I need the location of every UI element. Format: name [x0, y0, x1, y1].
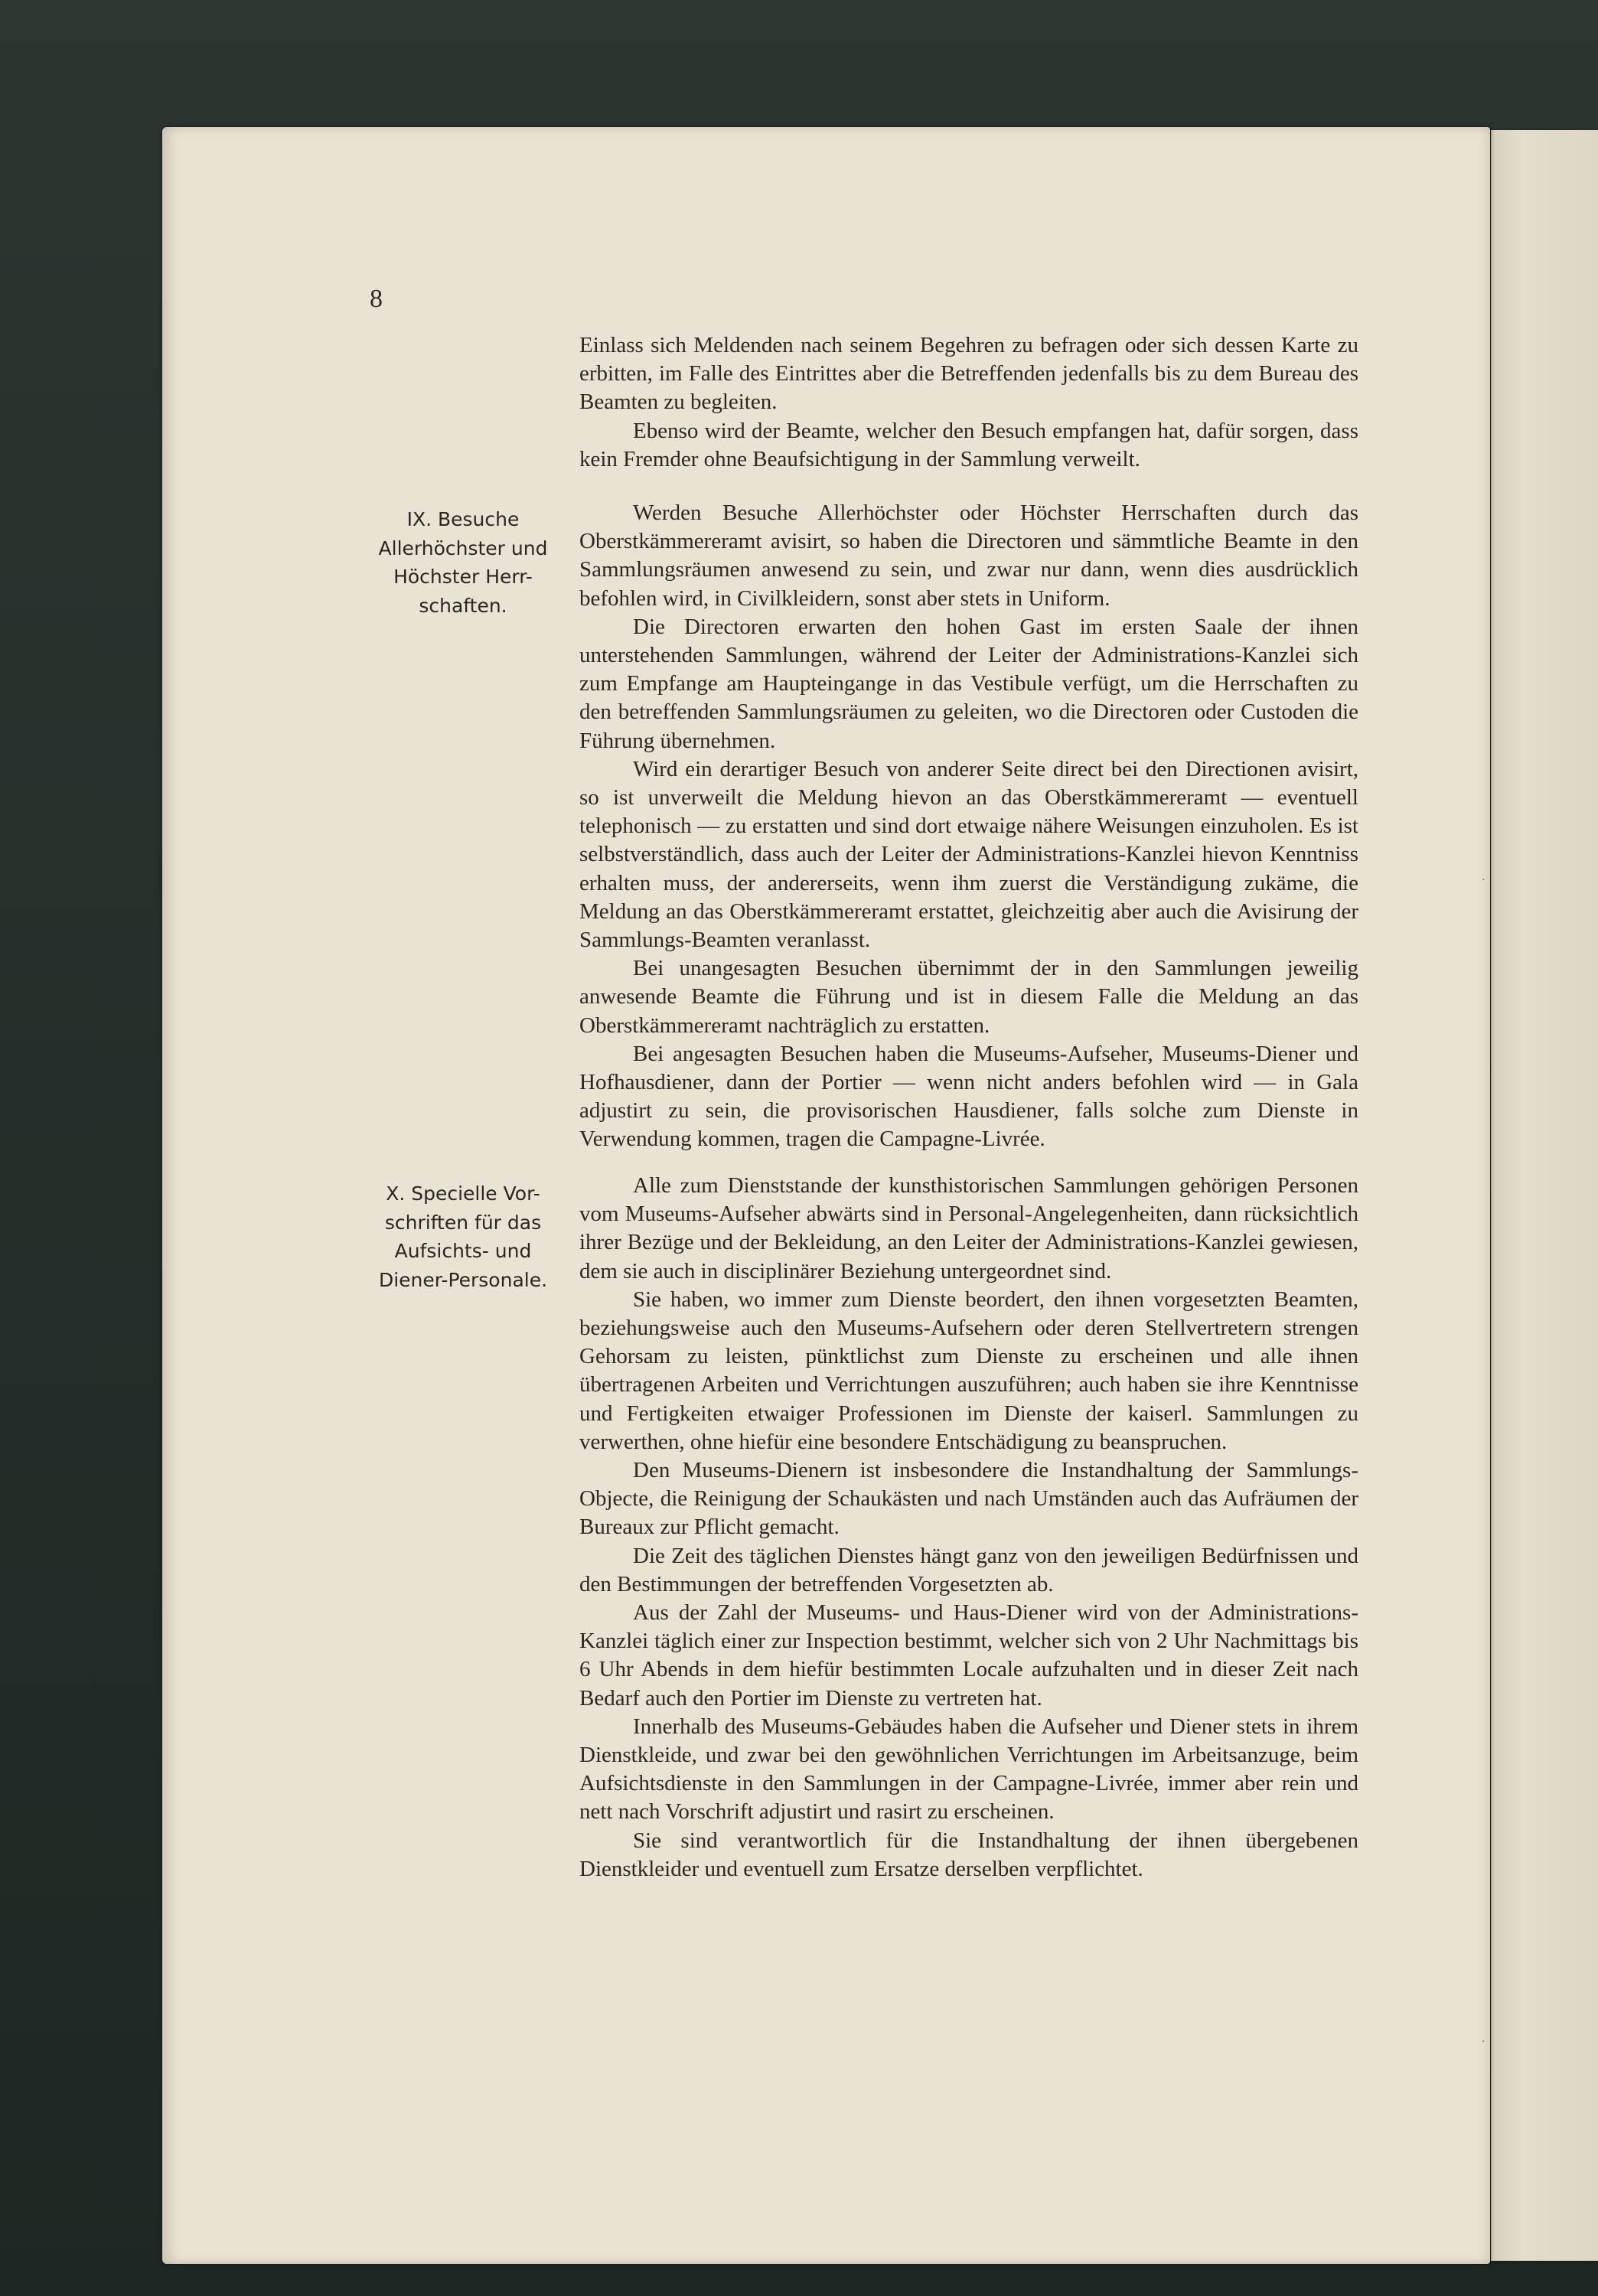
section-ix-text-block: [579, 499, 1358, 1154]
body-paragraph: Den Museums-Dienern ist insbesondere die Instandhaltung der Sammlungs-Objecte, die Reinigung der Schaukästen und nach Umständen auch das Aufräumen der Bureaux zur Pflicht gemacht.: [579, 1458, 1358, 1540]
body-paragraph: Alle zum Dienststande der kunsthistorischen Sammlungen gehörigen Personen vom Museums-Aufseher abwärts sind in Personal-Angelegenheiten, dann rücksichtlich ihrer Bezüge und der Bekleidung, an den Leiter der Administrations-Kanzlei gewiesen, dem sie auch in disciplinärer Beziehung untergeordnet sind.: [579, 1173, 1358, 1283]
section-x-heading-line: schriften für das: [384, 1211, 542, 1234]
section-x-heading-line: Aufsichts- und: [394, 1240, 532, 1262]
body-paragraph: Einlass sich Meldenden nach seinem Begehren zu befragen oder sich dessen Karte zu erbitten, im Falle des Eintrittes aber die Betreffenden jedenfalls bis zu dem Bureau des Beamten zu begleiten.: [579, 333, 1358, 415]
scan-speck: ·: [1482, 2036, 1485, 2048]
body-paragraph: Die Zeit des täglichen Dienstes hängt ganz von den jeweiligen Bedürfnissen und den Bestimmungen der betreffenden Vorgesetzten ab.: [579, 1543, 1358, 1596]
section-x-heading-line: Diener-Personale.: [378, 1268, 548, 1291]
body-paragraph: Bei unangesagten Besuchen übernimmt der in den Sammlungen jeweilig anwesende Beamte die Führung und ist in diesem Falle die Meldung an das Oberstkämmereramt nachträglich zu erstatten.: [579, 956, 1358, 1038]
section-ix-heading: [364, 505, 563, 620]
facing-page-edge: [1491, 130, 1598, 2261]
body-paragraph: Die Directoren erwarten den hohen Gast im ersten Saale der ihnen unterstehenden Sammlungen, während der Leiter der Administrations-Kanzlei sich zum Empfange am Haupteingange in das Vestibule verfügt, um die Herrschaften zu den betreffenden Sammlungsräumen zu geleiten, wo die Directoren oder Custoden die Führung übernehmen.: [579, 614, 1358, 753]
body-paragraph: Ebenso wird der Beamte, welcher den Besuch empfangen hat, dafür sorgen, dass kein Fremder ohne Beaufsichtigung in der Sammlung verweilt.: [579, 418, 1358, 471]
section-ix-heading-line: Allerhöchster und: [378, 536, 548, 559]
section-ix-heading-line: Höchster Herr-: [393, 566, 533, 588]
body-paragraph: Wird ein derartiger Besuch von anderer Seite direct bei den Directionen avisirt, so ist unverweilt die Meldung hievon an das Oberstkämmereramt — eventuell telephonisch — zu erstatten und sind dort etwaige nähere Weisungen einzuholen. Es ist selbstverständlich, dass auch der Leiter der Administrations-Kanzlei hievon Kenntniss erhalten muss, der andererseits, wenn ihm zuerst die Verständigung zukäme, die Meldung an das Oberstkämmereramt erstattet, gleichzeitig aber auch die Avisirung der Sammlungs-Beamten veranlasst.: [579, 756, 1358, 953]
body-paragraph: Werden Besuche Allerhöchster oder Höchster Herrschaften durch das Oberstkämmereramt avisirt, so haben die Directoren und sämmtliche Beamte in den Sammlungsräumen anwesend zu sein, und zwar nur dann, wenn dies ausdrücklich befohlen wird, in Civilkleidern, sonst aber stets in Uniform.: [579, 501, 1358, 611]
section-ix-heading-line: schaften.: [419, 594, 507, 617]
section-x-heading-line: X. Specielle Vor-: [386, 1182, 540, 1205]
section-ix-heading-line: IX. Besuche: [406, 508, 520, 530]
body-paragraph: Sie sind verantwortlich für die Instandhaltung der ihnen übergebenen Dienstkleider und eventuell zum Ersatze derselben verpflichtet.: [579, 1828, 1358, 1881]
section-x-text-block: [579, 1172, 1358, 1883]
page-number: 8: [370, 285, 383, 313]
body-paragraph: Aus der Zahl der Museums- und Haus-Diener wird von der Administrations-Kanzlei täglich einer zur Inspection bestimmt, welcher sich von 2 Uhr Nachmittags bis 6 Uhr Abends in dem hiefür bestimmten Locale aufzuhalten und in dieser Zeit nach Bedarf auch den Portier im Dienste zu vertreten hat.: [579, 1600, 1358, 1711]
body-paragraph: Sie haben, wo immer zum Dienste beordert, den ihnen vorgesetzten Beamten, beziehungsweise auch den Museums-Aufsehern oder deren Stellvertretern strengen Gehorsam zu leisten, pünktlichst zum Dienste zu erscheinen und alle ihnen übertragenen Arbeiten und Verrichtungen auszuführen; auch haben sie ihre Kenntnisse und Fertigkeiten etwaiger Professionen im Dienste der kaiserl. Sammlungen zu verwerthen, ohne hiefür eine besondere Entschädigung zu beanspruchen.: [579, 1287, 1358, 1454]
scan-speck: ·: [1482, 874, 1485, 886]
section-x-heading: [364, 1179, 563, 1294]
body-paragraph: Bei angesagten Besuchen haben die Museums-Aufseher, Museums-Diener und Hofhausdiener, dann der Portier — wenn nicht anders befohlen wird — in Gala adjustirt zu sein, die provisorischen Hausdiener, falls solche zum Dienste in Verwendung kommen, tragen die Campagne-Livrée.: [579, 1041, 1358, 1152]
intro-text-block: [579, 331, 1358, 474]
body-paragraph: Innerhalb des Museums-Gebäudes haben die Aufseher und Diener stets in ihrem Dienstkleide, und zwar bei den gewöhnlichen Verrichtungen im Arbeitsanzuge, beim Aufsichtsdienste in den Sammlungen in der Campagne-Livrée, immer aber rein und nett nach Vorschrift adjustirt und rasirt zu erscheinen.: [579, 1714, 1358, 1825]
